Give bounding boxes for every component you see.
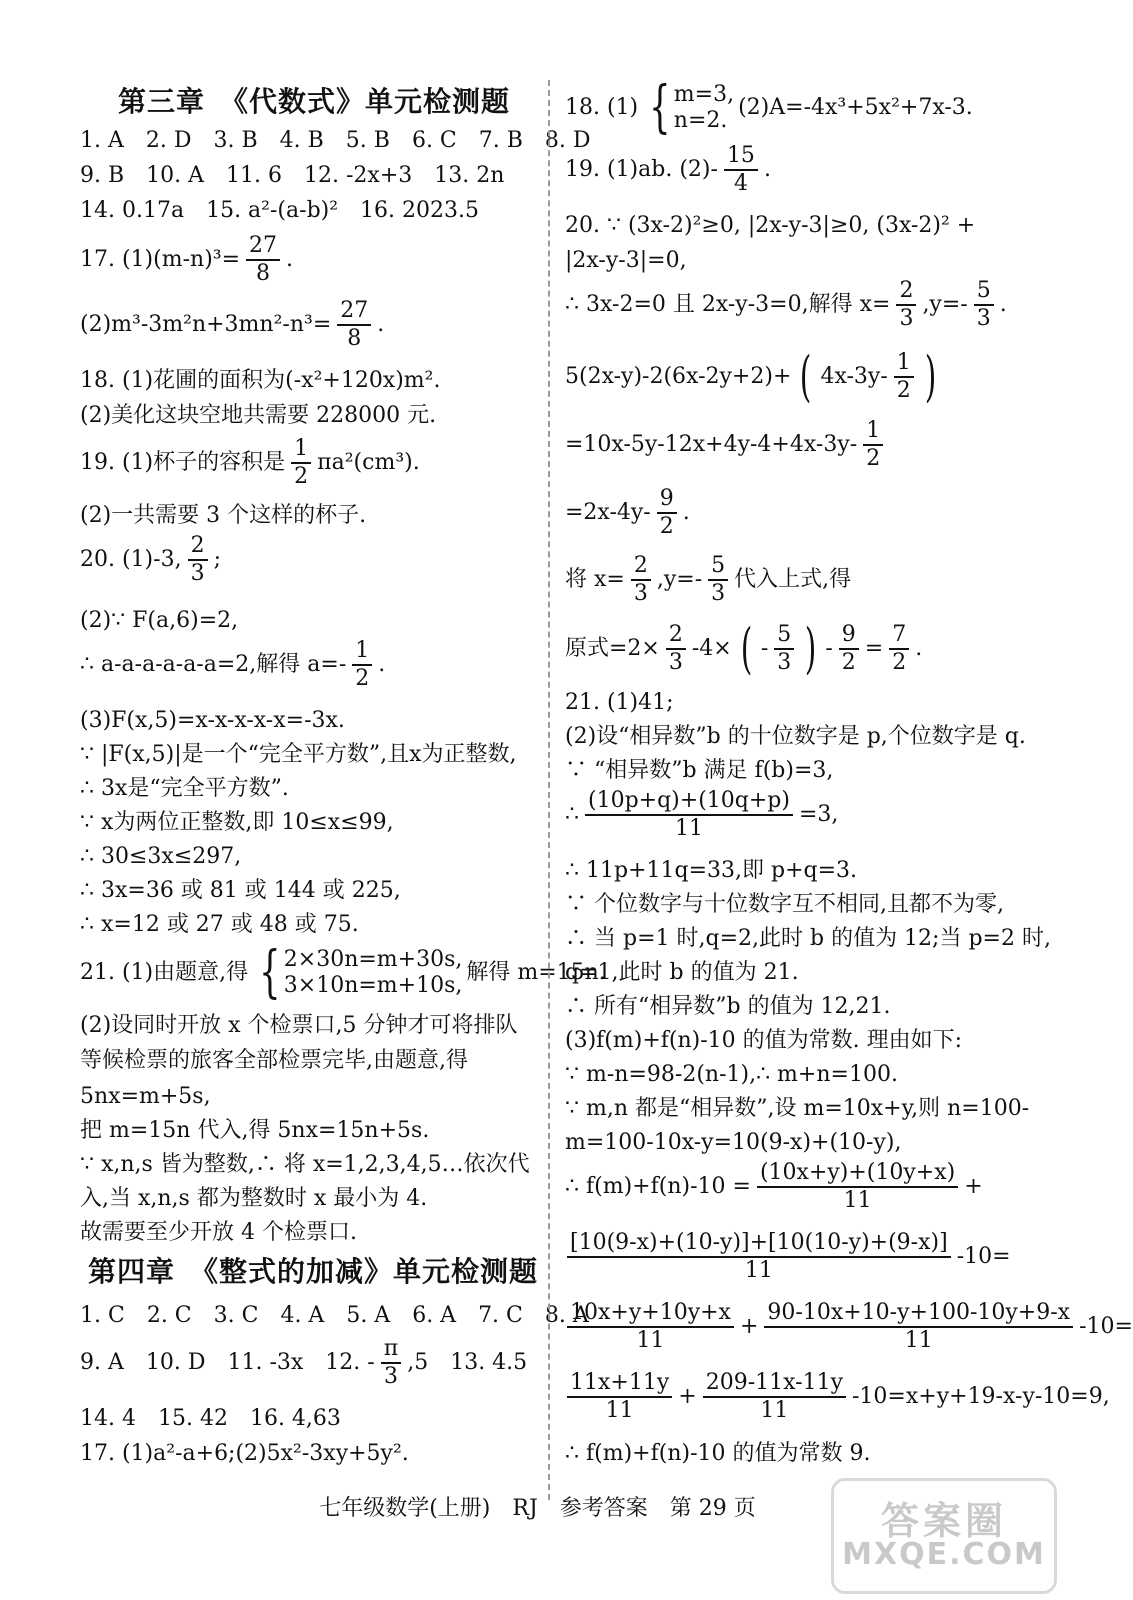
fraction <box>839 624 859 674</box>
text: =2x-4y- <box>565 500 651 525</box>
fraction <box>381 1338 401 1388</box>
answer-line: 14. 0.17a 15. a²-(a-b)² 16. 2023.5 <box>80 198 480 223</box>
answer-line: m=100-10x-y=10(9-x)+(10-y), <box>565 1130 902 1155</box>
numerator: 2 <box>631 555 651 581</box>
denominator: 2 <box>841 650 856 675</box>
denominator: 3 <box>899 306 914 331</box>
chapter3-title: 第三章 《代数式》单元检测题 <box>118 85 511 118</box>
denominator: 11 <box>636 1328 665 1353</box>
text: ∴ 3x-2=0 且 2x-y-3=0,解得 x= <box>565 292 891 317</box>
fraction <box>188 535 208 585</box>
numerator: 5 <box>774 624 794 650</box>
text: = <box>864 636 884 661</box>
fraction <box>352 640 372 690</box>
denominator: 2 <box>866 446 881 471</box>
answer-line <box>565 1232 1011 1282</box>
answer-line: 5nx=m+5s, <box>80 1084 211 1109</box>
fraction <box>291 438 311 488</box>
left-paren: ( <box>740 617 753 680</box>
denominator: 11 <box>744 1258 773 1283</box>
numerator: 1 <box>894 352 914 378</box>
numerator: (10p+q)+(10q+p) <box>585 790 793 816</box>
fraction <box>708 555 728 605</box>
fraction <box>894 352 914 402</box>
numerator: 1 <box>352 640 372 666</box>
system-row: m=3, <box>673 82 735 107</box>
text: . <box>763 157 771 182</box>
text: + <box>678 1384 697 1409</box>
numerator: 1 <box>863 420 883 446</box>
denominator: 3 <box>668 650 683 675</box>
denominator: 2 <box>659 514 674 539</box>
text: πa²(cm³). <box>317 450 420 475</box>
equation-system <box>642 75 735 140</box>
fraction <box>703 1372 846 1422</box>
text: 解得 m=15n. <box>466 960 606 985</box>
text: ,5 13. 4.5 <box>407 1350 528 1375</box>
answer-line <box>80 300 384 350</box>
text: 9. A 10. D 11. -3x 12. - <box>80 1350 375 1375</box>
page-footer: 七年级数学(上册) RJ 参考答案 第 29 页 <box>319 1496 756 1521</box>
right-paren: ) <box>924 345 937 408</box>
text: ,y=- <box>922 292 968 317</box>
text: . <box>915 636 923 661</box>
numerator: 209-11x-11y <box>703 1372 846 1398</box>
text: ∴ <box>565 802 579 827</box>
system-rows <box>284 949 463 997</box>
denominator: 3 <box>777 650 792 675</box>
answer-line: (2)设同时开放 x 个检票口,5 分钟才可将排队 <box>80 1013 518 1038</box>
answer-line <box>565 617 923 680</box>
answer-line: (3)F(x,5)=x-x-x-x-x=-3x. <box>80 708 345 733</box>
answer-line <box>80 438 420 488</box>
text: ; <box>213 547 221 572</box>
answer-line: 1. A 2. D 3. B 4. B 5. B 6. C 7. B 8. D <box>80 128 591 153</box>
system-rows <box>674 84 734 132</box>
answer-line <box>80 1338 527 1388</box>
numerator: 5 <box>974 280 994 306</box>
answer-line: (2)∵ F(a,6)=2, <box>80 608 239 633</box>
text: . <box>378 652 386 677</box>
text: . <box>286 247 294 272</box>
denominator: 11 <box>843 1188 872 1213</box>
left-brace: { <box>259 940 281 1005</box>
text: + <box>964 1174 983 1199</box>
numerator: [10(9-x)+(10-y)]+[10(10-y)+(9-x)] <box>567 1232 951 1258</box>
text: 19. (1)杯子的容积是 <box>80 450 286 475</box>
fraction <box>764 1302 1073 1352</box>
numerator: 90-10x+10-y+100-10y+9-x <box>764 1302 1073 1328</box>
answer-line: ∴ 所有“相异数”b 的值为 12,21. <box>565 994 891 1019</box>
answer-line <box>565 1162 983 1212</box>
right-paren: ) <box>805 617 817 680</box>
text: ∴ f(m)+f(n)-10 = <box>565 1174 751 1199</box>
numerator: 9 <box>839 624 859 650</box>
denominator: 11 <box>760 1398 789 1423</box>
answer-line: (3)f(m)+f(n)-10 的值为常数. 理由如下: <box>565 1028 963 1053</box>
denominator: 3 <box>976 306 991 331</box>
answer-line <box>565 555 851 605</box>
denominator: 4 <box>733 171 748 196</box>
denominator: 2 <box>892 650 907 675</box>
text: - <box>760 636 769 661</box>
answer-line <box>565 790 838 840</box>
answer-line: ∴ 3x是“完全平方数”. <box>80 776 289 801</box>
fraction <box>724 145 758 195</box>
text: (2)m³-3m²n+3mn²-n³= <box>80 312 332 337</box>
numerator: 10x+y+10y+x <box>567 1302 734 1328</box>
answer-line: 1. C 2. C 3. C 4. A 5. A 6. A 7. C 8. A <box>80 1303 589 1328</box>
numerator: (10x+y)+(10y+x) <box>757 1162 958 1188</box>
answer-line: q=1,此时 b 的值为 21. <box>565 960 799 985</box>
answer-line: 20. ∵ (3x-2)²≥0, |2x-y-3|≥0, (3x-2)² + <box>565 213 976 238</box>
fraction <box>246 235 280 285</box>
answer-line: ∴ 3x=36 或 81 或 144 或 225, <box>80 878 401 903</box>
answer-line <box>565 420 885 470</box>
fraction <box>774 624 794 674</box>
text: =10x-5y-12x+4y-4+4x-3y- <box>565 432 858 457</box>
equation-system <box>252 940 463 1005</box>
fraction <box>889 624 909 674</box>
answer-line: ∵ m,n 都是“相异数”,设 m=10x+y,则 n=100- <box>565 1096 1030 1121</box>
text: ,y=- <box>656 567 703 592</box>
numerator: 9 <box>657 488 677 514</box>
right-column <box>555 0 1133 1600</box>
fraction <box>567 1372 672 1422</box>
answer-line: (2)一共需要 3 个这样的杯子. <box>80 503 367 528</box>
answer-line: 把 m=15n 代入,得 5nx=15n+5s. <box>80 1118 430 1143</box>
watermark-text: 答案圈 <box>880 1499 1007 1543</box>
numerator: 11x+11y <box>567 1372 672 1398</box>
text: 5(2x-y)-2(6x-2y+2)+ <box>565 364 792 389</box>
left-brace: { <box>649 75 671 140</box>
numerator: 27 <box>246 235 280 261</box>
fraction <box>863 420 883 470</box>
answer-line: 故需要至少开放 4 个检票口. <box>80 1220 357 1245</box>
numerator: 5 <box>708 555 728 581</box>
fraction <box>757 1162 958 1212</box>
answer-line: ∵ “相异数”b 满足 f(b)=3, <box>565 758 834 783</box>
answer-line <box>80 235 293 285</box>
fraction <box>666 624 686 674</box>
answer-line: 入,当 x,n,s 都为整数时 x 最小为 4. <box>80 1186 428 1211</box>
denominator: 11 <box>605 1398 634 1423</box>
text: 代入上式,得 <box>734 567 852 592</box>
denominator: 3 <box>633 581 648 606</box>
answer-line: ∴ 11p+11q=33,即 p+q=3. <box>565 858 858 883</box>
answer-line: ∴ 30≤3x≤297, <box>80 844 242 869</box>
answer-line: ∵ x,n,s 皆为整数,∴ 将 x=1,2,3,4,5…依次代 <box>80 1152 530 1177</box>
answer-line: ∴ x=12 或 27 或 48 或 75. <box>80 912 359 937</box>
numerator: 7 <box>889 624 909 650</box>
numerator: 27 <box>337 300 371 326</box>
text: 19. (1)ab. (2)- <box>565 157 718 182</box>
text: 18. (1) <box>565 95 639 120</box>
answer-line: ∴ f(m)+f(n)-10 的值为常数 9. <box>565 1441 871 1466</box>
denominator: 8 <box>256 261 271 286</box>
text: + <box>739 1314 759 1339</box>
fraction <box>657 488 677 538</box>
answer-line: 9. B 10. A 11. 6 12. -2x+3 13. 2n <box>80 163 505 188</box>
text: -10= <box>1079 1314 1133 1339</box>
numerator: π <box>381 1338 401 1364</box>
numerator: 2 <box>188 535 208 561</box>
text: . <box>999 292 1007 317</box>
answer-line: 21. (1)41; <box>565 690 674 715</box>
answer-line <box>565 345 941 408</box>
denominator: 11 <box>674 816 703 841</box>
answer-line: (2)设“相异数”b 的十位数字是 p,个位数字是 q. <box>565 724 1026 749</box>
text: 4x-3y- <box>820 364 888 389</box>
left-paren: ( <box>800 345 812 408</box>
text: 将 x= <box>565 567 625 592</box>
text: -10= <box>956 1244 1011 1269</box>
text: -4× <box>691 636 732 661</box>
answer-line: ∴ 当 p=1 时,q=2,此时 b 的值为 12;当 p=2 时, <box>565 926 1051 951</box>
answer-line: |2x-y-3|=0, <box>565 248 687 273</box>
watermark-logo <box>831 1478 1057 1594</box>
answer-line: 14. 4 15. 42 16. 4,63 <box>80 1406 341 1431</box>
answer-line: ∵ m-n=98-2(n-1),∴ m+n=100. <box>565 1062 898 1087</box>
denominator: 3 <box>383 1364 398 1389</box>
denominator: 2 <box>294 464 309 489</box>
fraction <box>896 280 916 330</box>
answer-line: ∵ 个位数字与十位数字互不相同,且都不为零, <box>565 892 1004 917</box>
text: 20. (1)-3, <box>80 547 182 572</box>
text: 17. (1)(m-n)³= <box>80 247 241 272</box>
answer-line <box>565 488 690 538</box>
answer-line <box>565 280 1007 330</box>
text: . <box>682 500 690 525</box>
numerator: 2 <box>896 280 916 306</box>
text: ∴ a-a-a-a-a-a=2,解得 a=- <box>80 652 347 677</box>
fraction <box>585 790 793 840</box>
numerator: 1 <box>291 438 311 464</box>
answer-line <box>565 1372 1110 1422</box>
answer-line <box>565 145 771 195</box>
answer-line: 等候检票的旅客全部检票完毕,由题意,得 <box>80 1048 468 1073</box>
answer-line <box>80 940 606 1005</box>
answer-line <box>565 75 973 140</box>
answer-line: 17. (1)a²-a+6;(2)5x²-3xy+5y². <box>80 1441 409 1466</box>
column-divider <box>548 80 550 1500</box>
answer-line: (2)美化这块空地共需要 228000 元. <box>80 403 437 428</box>
answer-line: 18. (1)花圃的面积为(-x²+120x)m². <box>80 368 441 393</box>
system-row: 2×30n=m+30s, <box>283 947 463 972</box>
denominator: 3 <box>711 581 726 606</box>
text: (2)A=-4x³+5x²+7x-3. <box>738 95 973 120</box>
answer-line: ∵ |F(x,5)|是一个“完全平方数”,且x为正整数, <box>80 742 517 767</box>
denominator: 2 <box>896 378 911 403</box>
text: =3, <box>798 802 839 827</box>
answer-line <box>80 535 221 585</box>
answer-line <box>80 640 385 690</box>
system-row: 3×10n=m+10s, <box>283 973 463 998</box>
text: 原式=2× <box>565 636 660 661</box>
text: - <box>825 636 833 661</box>
numerator: 2 <box>666 624 686 650</box>
text: . <box>377 312 385 337</box>
denominator: 8 <box>347 326 362 351</box>
text: 21. (1)由题意,得 <box>80 960 249 985</box>
answer-line: ∵ x为两位正整数,即 10≤x≤99, <box>80 810 394 835</box>
fraction <box>631 555 651 605</box>
fraction <box>337 300 371 350</box>
answer-line <box>565 1302 1133 1352</box>
numerator: 15 <box>724 145 758 171</box>
fraction <box>974 280 994 330</box>
denominator: 2 <box>355 666 370 691</box>
chapter4-title: 第四章 《整式的加减》单元检测题 <box>88 1255 539 1288</box>
text: -10=x+y+19-x-y-10=9, <box>852 1384 1110 1409</box>
denominator: 11 <box>904 1328 933 1353</box>
watermark-url: MXQE.COM <box>842 1537 1046 1572</box>
fraction <box>567 1232 951 1282</box>
system-row: n=2. <box>673 108 728 133</box>
fraction <box>567 1302 734 1352</box>
denominator: 3 <box>190 561 205 586</box>
